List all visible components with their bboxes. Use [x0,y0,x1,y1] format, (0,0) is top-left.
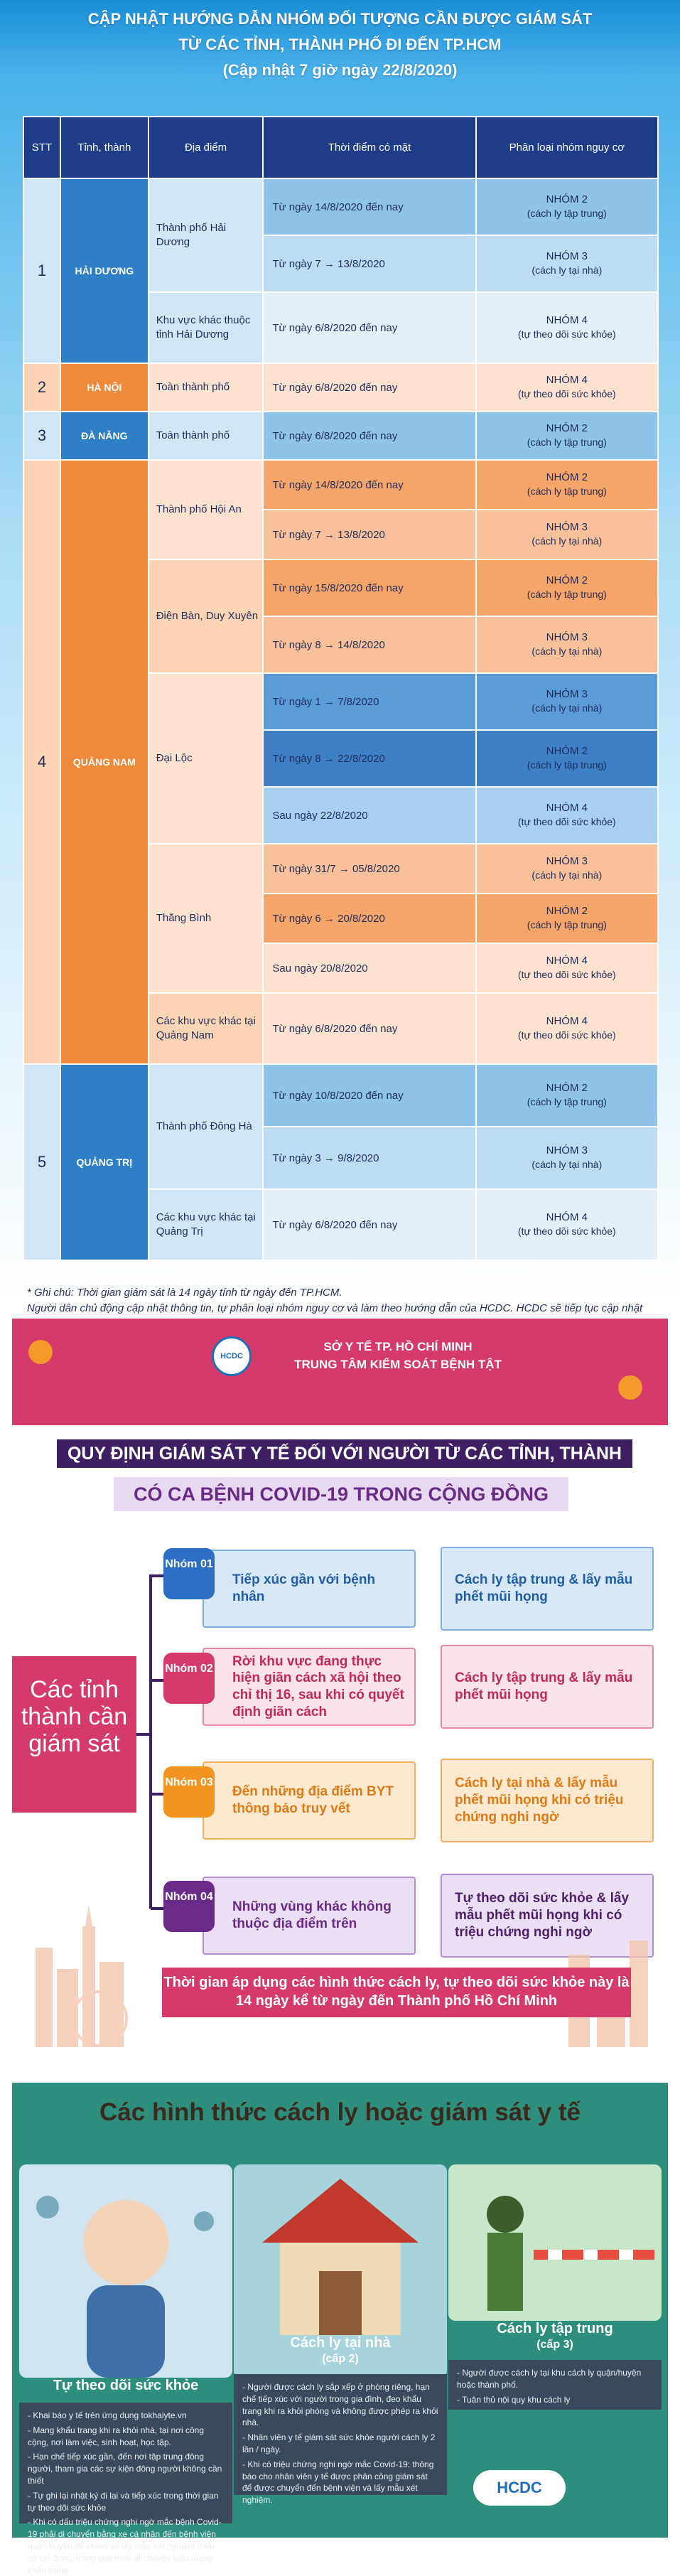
group-1-action: Cách ly tập trung & lấy mẫu phết mũi họng [441,1547,654,1631]
group-4-badge: Nhóm 04 [163,1881,215,1932]
rule-item: - Khi có triệu chứng nghi ngờ mắc Covid-19: thông báo cho nhân viên y tế được phân công giám sát để được chuyển đến bệnh viện và lấy mẫu xét nghiệm. [242,2459,434,2506]
time-cell: Từ ngày 6/8/2020 đến nay [263,292,475,363]
group-note: (cách ly tập trung) [527,759,607,771]
location-cell: Toàn thành phố [149,363,264,412]
rule-item: - Tự ghi lại nhật ký đi lại và tiếp xúc trong thời gian tự theo dõi sức khỏe [28,2490,219,2513]
table-row [23,178,658,235]
table-row [23,1064,658,1127]
time-cell: Từ ngày 1 → 7/8/2020 [263,673,475,730]
rule-item: - Nhân viên y tế giám sát sức khỏe người cách ly 2 lần / ngày. [242,2432,436,2454]
central-quarantine-card [448,2164,662,2527]
col-time: Thời điểm có mặt [263,117,475,178]
group-note: (cách ly tại nhà) [531,1159,603,1170]
group-cell [476,616,658,673]
group-name: NHÓM 4 [546,1211,588,1223]
table-row [23,460,658,510]
col-province: Tỉnh, thành [60,117,149,178]
group-name: NHÓM 3 [546,520,588,533]
group-name: NHÓM 2 [546,904,588,917]
group-1-desc: Tiếp xúc gần với bệnh nhân [203,1550,416,1628]
time-cell: Từ ngày 6/8/2020 đến nay [263,993,475,1064]
group-note: (cách ly tập trung) [527,208,607,219]
self-monitor-card [19,2164,232,2575]
group-name: NHÓM 4 [546,313,588,326]
group-2-action: Cách ly tập trung & lấy mẫu phết mũi họng [441,1645,654,1729]
self-monitor-title: Tự theo dõi sức khỏe [53,2378,199,2393]
group-cell [476,943,658,993]
group-cell [476,1064,658,1127]
group-cell [476,1189,658,1260]
time-cell: Từ ngày 10/8/2020 đến nay [263,1064,475,1127]
rule-item: - Người được cách ly tại khu cách ly quận/huyện hoặc thành phố. [457,2368,642,2390]
central-quarantine-rules [448,2360,662,2410]
home-quarantine-card [234,2164,447,2527]
location-cell: Toàn thành phố [149,412,264,460]
page-subtitle: TỪ CÁC TỈNH, THÀNH PHỐ ĐI ĐẾN TP.HCM [178,36,502,53]
location-cell: Khu vực khác thuộc tỉnh Hải Dương [149,292,264,363]
group-note: (cách ly tại nhà) [531,535,603,547]
time-cell: Từ ngày 6/8/2020 đến nay [263,1189,475,1260]
group-cell [476,1127,658,1189]
group-cell [476,412,658,460]
connector-line [149,1574,152,1909]
location-cell: Đại Lộc [149,673,264,844]
time-cell: Từ ngày 14/8/2020 đến nay [263,178,475,235]
virus-icon [28,1340,53,1364]
rule-item: - Mang khẩu trang khi ra khỏi nhà, tại nơi công cộng, nơi làm việc, sinh hoạt, học tập. [28,2425,205,2447]
forms-title: Các hình thức cách ly hoặc giám sát y tế [99,2098,581,2126]
hcdc-logo: HCDC [473,2470,566,2506]
group-note: (cách ly tập trung) [527,485,607,497]
location-cell: Thăng Bình [149,844,264,993]
group-cell [476,460,658,510]
note-line-2: Người dân chủ động cập nhật thông tin, tự phân loại nhóm nguy cơ và làm theo hướng dẫn của HCDC. HCDC sẽ tiếp tục cập nhật [27,1302,643,1314]
group-note: (tự theo dõi sức khỏe) [517,1225,616,1237]
risk-group-table [23,116,659,1261]
group-name: NHÓM 4 [546,954,588,967]
location-cell: Thành phố Hải Dương [149,178,264,292]
self-monitor-rules [19,2403,232,2575]
central-quarantine-level: (cấp 3) [536,2339,573,2351]
province-cell: QUẢNG TRỊ [60,1064,149,1260]
col-location: Địa điểm [149,117,264,178]
group-note: (cách ly tại nhà) [531,264,603,276]
home-quarantine-rules [234,2374,447,2506]
virus-icon [618,1375,642,1400]
connector-line [151,1793,165,1796]
group-cell [476,559,658,616]
time-cell: Từ ngày 7 → 13/8/2020 [263,510,475,559]
time-cell: Từ ngày 3 → 9/8/2020 [263,1127,475,1189]
group-note: (cách ly tập trung) [527,589,607,600]
group-2-desc: Rời khu vực đang thực hiện giãn cách xã hội theo chỉ thị 16, sau khi có quyết định giãn cách [203,1648,416,1726]
rule-item: - Khi có dấu triệu chứng nghi ngờ mắc bệnh Covid-19 phải di chuyển bằng xe cá nhân đến bệnh viện quận huyện để khám và lấy mẫu xét nghiệm (nếu có chỉ định); trong quá trình di chuyển luôn mang khẩu trang. [28,2517,222,2575]
group-name: NHÓM 4 [546,801,588,814]
table-header-row [23,117,658,178]
time-cell: Từ ngày 8 → 22/8/2020 [263,730,475,787]
group-note: (tự theo dõi sức khỏe) [517,388,616,399]
group-3-badge: Nhóm 03 [163,1766,215,1818]
group-3-desc: Đến những địa điểm BYT thông báo truy vết [203,1761,416,1840]
location-cell: Thành phố Đông Hà [149,1064,264,1189]
rule-item: - Khai báo y tế trên ứng dụng tokhaiyte.vn [28,2410,187,2420]
connector-line [151,1679,165,1682]
home-quarantine-level: (cấp 2) [322,2353,359,2365]
col-stt: STT [23,117,60,178]
group-note: (cách ly tập trung) [527,919,607,930]
province-cell: ĐÀ NẴNG [60,412,149,460]
group-name: NHÓM 3 [546,687,588,700]
group-note: (cách ly tập trung) [527,1096,607,1107]
group-name: NHÓM 2 [546,744,588,757]
time-cell: Từ ngày 6/8/2020 đến nay [263,363,475,412]
location-cell: Các khu vực khác tại Quảng Nam [149,993,264,1064]
application-period-banner: Thời gian áp dụng các hình thức cách ly, tự theo dõi sức khỏe này là 14 ngày kể từ ngày đến Thành phố Hồ Chí Minh [162,1968,631,2017]
group-name: NHÓM 3 [546,854,588,867]
poster-title-2: CÓ CA BỆNH COVID-19 TRONG CỘNG ĐỒNG [114,1477,568,1511]
group-cell [476,178,658,235]
group-name: NHÓM 4 [546,1014,588,1027]
time-cell: Từ ngày 6 → 20/8/2020 [263,893,475,943]
connector-line [136,1733,151,1736]
row-number: 5 [23,1064,60,1260]
group-cell [476,993,658,1064]
group-cell [476,844,658,893]
location-cell: Các khu vực khác tại Quảng Trị [149,1189,264,1260]
update-time: (Cập nhật 7 giờ ngày 22/8/2020) [222,61,458,79]
group-cell [476,893,658,943]
group-note: (cách ly tập trung) [527,436,607,448]
rule-item: - Tuân thủ nội quy khu cách ly [457,2394,571,2405]
page-title: CẬP NHẬT HƯỚNG DẪN NHÓM ĐỐI TƯỢNG CẦN ĐƯỢC GIÁM SÁT [87,10,593,28]
rule-item: - Người được cách ly sắp xếp ở phòng riêng, hạn chế tiếp xúc với người trong gia đình, đeo khẩu trang khi ra khỏi phòng và không được phép ra khỏi nhà. [242,2382,438,2428]
time-cell: Từ ngày 8 → 14/8/2020 [263,616,475,673]
rule-item: - Hạn chế tiếp xúc gần, đến nơi tập trung đông người, tham gia các sự kiện đông người không cần thiết [28,2452,222,2486]
group-cell [476,673,658,730]
location-cell: Thành phố Hội An [149,460,264,559]
time-cell: Từ ngày 6/8/2020 đến nay [263,412,475,460]
time-cell: Từ ngày 31/7 → 05/8/2020 [263,844,475,893]
central-quarantine-title: Cách ly tập trung [497,2321,613,2336]
group-note: (tự theo dõi sức khỏe) [517,1029,616,1041]
col-risk-group: Phân loại nhóm nguy cơ [476,117,658,178]
group-note: (cách ly tại nhà) [531,645,603,657]
group-cell [476,787,658,844]
group-1-badge: Nhóm 01 [163,1548,215,1599]
group-cell [476,510,658,559]
org-name-2: TRUNG TÂM KIỂM SOÁT BỆNH TẬT [294,1358,502,1371]
self-monitor-illustration [19,2164,232,2378]
table-row [23,363,658,412]
group-name: NHÓM 2 [546,193,588,205]
group-note: (tự theo dõi sức khỏe) [517,969,616,980]
time-cell: Từ ngày 14/8/2020 đến nay [263,460,475,510]
group-note: (cách ly tại nhà) [531,702,603,714]
time-cell: Từ ngày 7 → 13/8/2020 [263,235,475,292]
group-3-action: Cách ly tại nhà & lấy mẫu phết mũi họng khi có triệu chứng nghi ngờ [441,1759,654,1842]
province-cell: HẢI DƯƠNG [60,178,149,363]
group-cell [476,363,658,412]
group-name: NHÓM 2 [546,471,588,483]
group-2-badge: Nhóm 02 [163,1653,215,1704]
poster-title-1: QUY ĐỊNH GIÁM SÁT Y TẾ ĐỐI VỚI NGƯỜI TỪ CÁC TỈNH, THÀNH [57,1439,632,1468]
group-note: (tự theo dõi sức khỏe) [517,328,616,340]
group-4-desc: Những vùng khác không thuộc địa điểm trên [203,1877,416,1955]
table-row [23,412,658,460]
group-name: NHÓM 2 [546,1081,588,1094]
group-4-action: Tự theo dõi sức khỏe & lấy mẫu phết mũi họng khi có triệu chứng nghi ngờ [441,1874,654,1958]
group-cell [476,235,658,292]
group-cell [476,730,658,787]
org-name-1: SỞ Y TẾ TP. HỒ CHÍ MINH [323,1340,473,1353]
connector-line [151,1574,165,1577]
row-number: 2 [23,363,60,412]
row-number: 3 [23,412,60,460]
group-name: NHÓM 2 [546,574,588,586]
checkpoint-illustration [448,2164,662,2321]
location-cell: Điện Bàn, Duy Xuyên [149,559,264,673]
time-cell: Sau ngày 22/8/2020 [263,787,475,844]
home-quarantine-title: Cách ly tại nhà [290,2335,391,2351]
group-cell [476,292,658,363]
poster-header-band [12,1319,668,1425]
provinces-box: Các tỉnh thành cần giám sát [12,1656,136,1813]
group-name: NHÓM 3 [546,630,588,643]
province-cell: HÀ NỘI [60,363,149,412]
note-line-1: * Ghi chú: Thời gian giám sát là 14 ngày tính từ ngày đến TP.HCM. [27,1287,342,1299]
group-name: NHÓM 2 [546,422,588,434]
group-name: NHÓM 4 [546,373,588,386]
group-name: NHÓM 3 [546,249,588,262]
quarantine-forms-section [12,2083,668,2575]
group-name: NHÓM 3 [546,1144,588,1156]
group-note: (cách ly tại nhà) [531,869,603,881]
group-note: (tự theo dõi sức khỏe) [517,816,616,827]
time-cell: Sau ngày 20/8/2020 [263,943,475,993]
hcdc-logo: HCDC [212,1336,252,1376]
time-cell: Từ ngày 15/8/2020 đến nay [263,559,475,616]
province-cell: QUẢNG NAM [60,460,149,1064]
row-number: 4 [23,460,60,1064]
row-number: 1 [23,178,60,363]
